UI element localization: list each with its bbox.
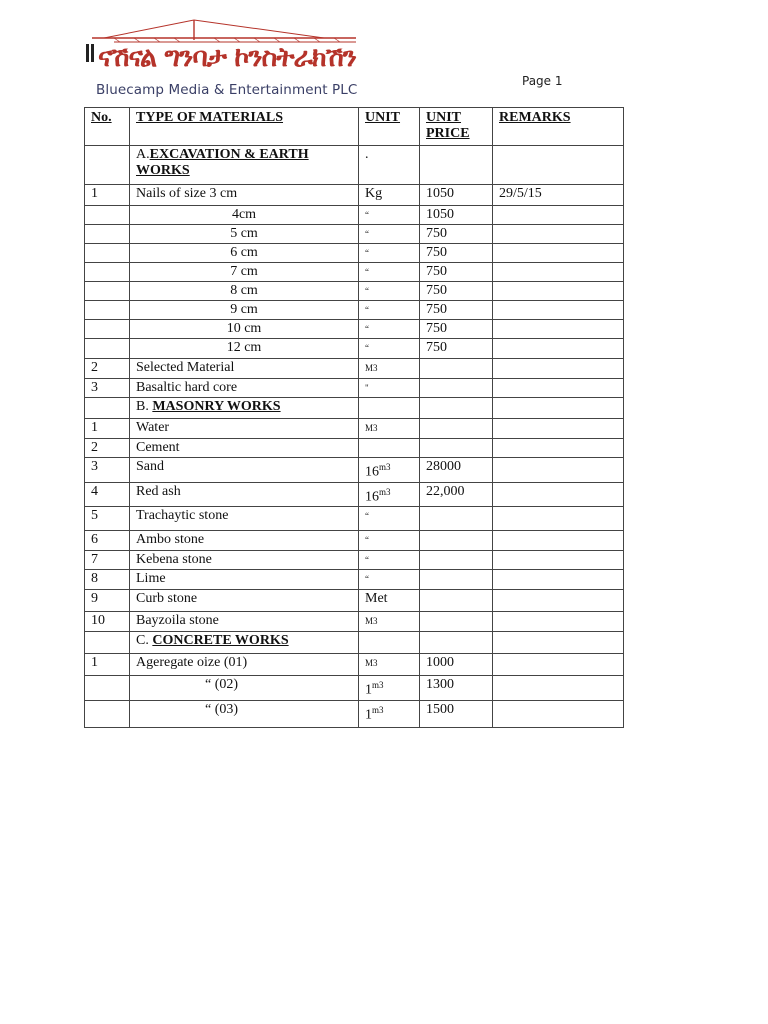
row-remarks	[493, 398, 624, 419]
row-price	[420, 398, 493, 419]
row-unit	[359, 419, 420, 439]
row-price	[420, 590, 493, 612]
row-price	[420, 531, 493, 551]
table-row	[85, 590, 624, 612]
row-remarks	[493, 244, 624, 263]
page-number: Page 1	[522, 74, 563, 88]
row-unit	[359, 225, 420, 244]
row-no	[85, 225, 130, 244]
table-row	[85, 282, 624, 301]
row-no	[85, 320, 130, 339]
row-type: 8 cm	[130, 282, 359, 301]
unit-text: “	[365, 305, 369, 315]
row-unit	[359, 612, 420, 632]
row-remarks	[493, 146, 624, 185]
row-type: Kebena stone	[130, 551, 359, 570]
row-no	[85, 301, 130, 320]
row-price: 22,000	[420, 482, 493, 507]
unit-text: M3	[365, 658, 378, 669]
row-no	[85, 206, 130, 225]
row-type: Curb stone	[130, 590, 359, 612]
table-row	[85, 244, 624, 263]
row-remarks: 29/5/15	[493, 185, 624, 206]
row-type	[130, 146, 359, 185]
row-type: “ (02)	[130, 676, 359, 701]
table-row	[85, 398, 624, 419]
row-no	[85, 398, 130, 419]
row-type	[130, 632, 359, 654]
row-unit	[359, 676, 420, 701]
unit-superscript: m3	[379, 486, 391, 497]
row-remarks	[493, 551, 624, 570]
row-type: Bayzoila stone	[130, 612, 359, 632]
header-no: No.	[85, 108, 130, 146]
row-unit	[359, 570, 420, 590]
row-type: Ageregate oize (01)	[130, 654, 359, 676]
row-price	[420, 419, 493, 439]
row-price: 1500	[420, 700, 493, 727]
unit-text: “	[365, 511, 369, 522]
table-row	[85, 439, 624, 458]
unit-text: “	[365, 324, 369, 334]
row-remarks	[493, 570, 624, 590]
row-no: 7	[85, 551, 130, 570]
row-no: 6	[85, 531, 130, 551]
row-price: 28000	[420, 458, 493, 483]
row-type: Selected Material	[130, 359, 359, 379]
row-remarks	[493, 632, 624, 654]
row-unit	[359, 282, 420, 301]
row-price: 750	[420, 244, 493, 263]
row-remarks	[493, 531, 624, 551]
row-no: 4	[85, 482, 130, 507]
row-price	[420, 570, 493, 590]
row-unit	[359, 301, 420, 320]
row-remarks	[493, 339, 624, 359]
unit-text: "	[365, 383, 369, 393]
table-row	[85, 570, 624, 590]
row-remarks	[493, 676, 624, 701]
row-remarks	[493, 612, 624, 632]
row-remarks	[493, 282, 624, 301]
row-price: 750	[420, 301, 493, 320]
row-no: 2	[85, 439, 130, 458]
table-row	[85, 146, 624, 185]
table-row	[85, 225, 624, 244]
section-title: MASONRY WORKS	[152, 399, 281, 414]
row-type: 12 cm	[130, 339, 359, 359]
unit-text: 1	[365, 682, 372, 698]
company-name: Bluecamp Media & Entertainment PLC	[96, 82, 358, 98]
row-price: 750	[420, 263, 493, 282]
table-row	[85, 206, 624, 225]
unit-text: Met	[365, 591, 388, 607]
row-unit	[359, 146, 420, 185]
unit-text: “	[365, 343, 369, 353]
table-row	[85, 612, 624, 632]
row-unit	[359, 244, 420, 263]
row-unit	[359, 632, 420, 654]
unit-text: 16	[365, 489, 379, 505]
row-unit	[359, 339, 420, 359]
row-unit	[359, 320, 420, 339]
row-no	[85, 244, 130, 263]
row-type: 5 cm	[130, 225, 359, 244]
unit-superscript: m3	[372, 704, 384, 715]
table-row	[85, 632, 624, 654]
unit-text: “	[365, 286, 369, 296]
row-price: 750	[420, 225, 493, 244]
row-unit	[359, 700, 420, 727]
table-row	[85, 320, 624, 339]
row-price	[420, 379, 493, 398]
unit-text: “	[365, 555, 369, 566]
unit-text: “	[365, 535, 369, 546]
unit-text: “	[365, 267, 369, 277]
row-unit	[359, 654, 420, 676]
row-unit	[359, 590, 420, 612]
table-row	[85, 339, 624, 359]
row-type: Cement	[130, 439, 359, 458]
row-remarks	[493, 439, 624, 458]
row-price	[420, 359, 493, 379]
row-remarks	[493, 301, 624, 320]
row-unit	[359, 379, 420, 398]
row-unit	[359, 439, 420, 458]
row-price: 1000	[420, 654, 493, 676]
table-row	[85, 359, 624, 379]
row-unit	[359, 507, 420, 531]
row-type: 4cm	[130, 206, 359, 225]
row-no: 2	[85, 359, 130, 379]
row-remarks	[493, 359, 624, 379]
unit-superscript: m3	[379, 462, 391, 472]
row-unit	[359, 263, 420, 282]
row-price	[420, 632, 493, 654]
row-remarks	[493, 379, 624, 398]
table-row	[85, 419, 624, 439]
table-row	[85, 551, 624, 570]
row-unit	[359, 398, 420, 419]
row-type: Red ash	[130, 482, 359, 507]
row-no: 1	[85, 419, 130, 439]
row-no: 3	[85, 458, 130, 483]
row-unit	[359, 551, 420, 570]
row-price: 750	[420, 339, 493, 359]
section-title: EXCAVATION & EARTH WORKS	[136, 147, 309, 178]
section-prefix: B.	[136, 399, 153, 414]
row-no: 9	[85, 590, 130, 612]
unit-text: M3	[365, 363, 378, 373]
row-no: 8	[85, 570, 130, 590]
table-row	[85, 482, 624, 507]
row-remarks	[493, 225, 624, 244]
row-price	[420, 612, 493, 632]
row-type: Sand	[130, 458, 359, 483]
row-remarks	[493, 482, 624, 507]
row-no	[85, 700, 130, 727]
header-type: TYPE OF MATERIALS	[130, 108, 359, 146]
row-type: 7 cm	[130, 263, 359, 282]
unit-text: “	[365, 210, 369, 220]
row-remarks	[493, 590, 624, 612]
section-prefix: C.	[136, 633, 153, 649]
unit-text: 16	[365, 464, 379, 480]
header-unit: UNIT	[359, 108, 420, 146]
row-type: “ (03)	[130, 700, 359, 727]
table-row	[85, 263, 624, 282]
table-row	[85, 700, 624, 727]
row-type: 6 cm	[130, 244, 359, 263]
section-prefix: A.	[136, 147, 150, 162]
header-remarks: REMARKS	[493, 108, 624, 146]
row-type: Water	[130, 419, 359, 439]
table-row	[85, 531, 624, 551]
row-no: 10	[85, 612, 130, 632]
unit-text: “	[365, 248, 369, 258]
row-price	[420, 507, 493, 531]
row-price: 750	[420, 320, 493, 339]
table-header-row	[85, 108, 624, 146]
row-unit	[359, 531, 420, 551]
row-no: 1	[85, 654, 130, 676]
materials-table	[84, 107, 624, 728]
table-row	[85, 379, 624, 398]
section-title: CONCRETE WORKS	[152, 633, 289, 649]
row-price	[420, 439, 493, 458]
row-unit	[359, 185, 420, 206]
row-no: 5	[85, 507, 130, 531]
row-type: Trachaytic stone	[130, 507, 359, 531]
row-price	[420, 551, 493, 570]
row-remarks	[493, 654, 624, 676]
row-no: 1	[85, 185, 130, 206]
row-no	[85, 676, 130, 701]
unit-text: “	[365, 574, 369, 585]
unit-text: .	[365, 147, 369, 162]
row-unit	[359, 482, 420, 507]
unit-text: M3	[365, 616, 378, 627]
row-price	[420, 146, 493, 185]
row-price: 1050	[420, 206, 493, 225]
unit-text: “	[365, 229, 369, 239]
unit-text: 1	[365, 707, 372, 723]
row-remarks	[493, 700, 624, 727]
row-remarks	[493, 263, 624, 282]
row-no	[85, 263, 130, 282]
row-no	[85, 146, 130, 185]
row-type: Lime	[130, 570, 359, 590]
row-no	[85, 632, 130, 654]
table-row	[85, 458, 624, 483]
unit-superscript: m3	[372, 680, 384, 691]
row-remarks	[493, 206, 624, 225]
row-type: 10 cm	[130, 320, 359, 339]
row-no	[85, 282, 130, 301]
header-price: UNIT PRICE	[420, 108, 493, 146]
row-type	[130, 398, 359, 419]
row-type: Nails of size 3 cm	[130, 185, 359, 206]
row-remarks	[493, 458, 624, 483]
row-price: 1300	[420, 676, 493, 701]
unit-text: Kg	[365, 186, 383, 201]
table-row	[85, 185, 624, 206]
row-unit	[359, 458, 420, 483]
table-row	[85, 507, 624, 531]
row-remarks	[493, 320, 624, 339]
row-no: 3	[85, 379, 130, 398]
table-row	[85, 676, 624, 701]
row-type: Ambo stone	[130, 531, 359, 551]
row-price: 1050	[420, 185, 493, 206]
row-type: 9 cm	[130, 301, 359, 320]
row-unit	[359, 206, 420, 225]
table-row	[85, 301, 624, 320]
row-price: 750	[420, 282, 493, 301]
row-unit	[359, 359, 420, 379]
row-no	[85, 339, 130, 359]
unit-text: M3	[365, 423, 378, 433]
row-type: Basaltic hard core	[130, 379, 359, 398]
row-remarks	[493, 507, 624, 531]
row-remarks	[493, 419, 624, 439]
logo-text: ናሽናል ግንባታ ኮንስትራክሽን	[98, 42, 356, 73]
table-row	[85, 654, 624, 676]
